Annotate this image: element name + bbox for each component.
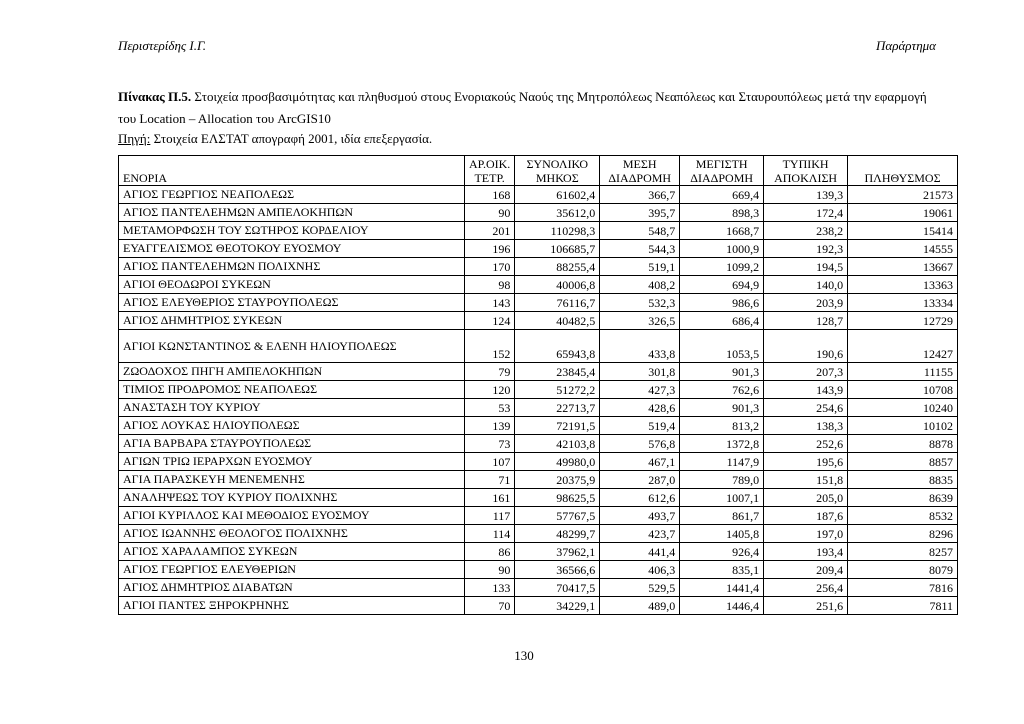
table-row: [119, 597, 958, 615]
table-cell-value: 187,6: [764, 507, 848, 525]
table-row: [119, 330, 958, 363]
table-caption-text: Στοιχεία προσβασιμότητας και πληθυσμού στους Ενοριακούς Ναούς της Μητροπόλεως Νεαπόλεως και Σταυρουπόλεως μετά την εφαρμογή του Location – Allocation του ArcGIS10: [118, 89, 927, 126]
table-cell-parish: ΑΓΙΟΙ ΘΕΟΔΩΡΟΙ ΣΥΚΕΩΝ: [119, 276, 465, 294]
table-cell-parish: ΑΓΙΟΣ ΔΗΜΗΤΡΙΟΣ ΣΥΚΕΩΝ: [119, 312, 465, 330]
table-cell-value: 926,4: [680, 543, 764, 561]
table-cell-value: 40006,8: [515, 276, 600, 294]
table-cell-value: 423,7: [600, 525, 680, 543]
table-cell-value: 152: [464, 330, 514, 363]
table-cell-value: 170: [464, 258, 514, 276]
table-cell-value: 12729: [848, 312, 958, 330]
table-cell-value: 22713,7: [515, 399, 600, 417]
table-source: [118, 131, 432, 147]
table-row: [119, 276, 958, 294]
table-cell-value: 7811: [848, 597, 958, 615]
table-cell-value: 23845,4: [515, 363, 600, 381]
table-cell-value: 14555: [848, 240, 958, 258]
table-cell-value: 120: [464, 381, 514, 399]
table-row: [119, 543, 958, 561]
table-row: [119, 258, 958, 276]
table-cell-value: 8532: [848, 507, 958, 525]
table-cell-value: 12427: [848, 330, 958, 363]
table-cell-value: 986,6: [680, 294, 764, 312]
table-cell-value: 813,2: [680, 417, 764, 435]
table-cell-value: 1053,5: [680, 330, 764, 363]
table-cell-value: 143,9: [764, 381, 848, 399]
table-cell-parish: ΕΥΑΓΓΕΛΙΣΜΟΣ ΘΕΟΤΟΚΟΥ ΕΥΟΣΜΟΥ: [119, 240, 465, 258]
table-cell-parish: ΑΓΙΟΙ ΚΥΡΙΛΛΟΣ ΚΑΙ ΜΕΘΟΔΙΟΣ ΕΥΟΣΜΟΥ: [119, 507, 465, 525]
table-cell-parish: ΤΙΜΙΟΣ ΠΡΟΔΡΟΜΟΣ ΝΕΑΠΟΛΕΩΣ: [119, 381, 465, 399]
table-cell-value: 762,6: [680, 381, 764, 399]
table-cell-value: 408,2: [600, 276, 680, 294]
table-cell-value: 901,3: [680, 399, 764, 417]
table-cell-value: 8257: [848, 543, 958, 561]
table-cell-value: 395,7: [600, 204, 680, 222]
table-cell-value: 172,4: [764, 204, 848, 222]
table-cell-parish: ΑΓΙΟΣ ΧΑΡΑΛΑΜΠΟΣ ΣΥΚΕΩΝ: [119, 543, 465, 561]
table-cell-value: 686,4: [680, 312, 764, 330]
table-cell-value: 205,0: [764, 489, 848, 507]
table-cell-value: 1099,2: [680, 258, 764, 276]
table-cell-parish: ΑΓΙΟΙ ΚΩΝΣΤΑΝΤΙΝΟΣ & ΕΛΕΝΗ ΗΛΙΟΥΠΟΛΕΩΣ: [119, 330, 465, 363]
table-cell-value: 612,6: [600, 489, 680, 507]
table-cell-value: 427,3: [600, 381, 680, 399]
table-cell-value: 73: [464, 435, 514, 453]
table-row: [119, 240, 958, 258]
table-cell-parish: ΑΓΙΟΣ ΛΟΥΚΑΣ ΗΛΙΟΥΠΟΛΕΩΣ: [119, 417, 465, 435]
table-cell-value: 114: [464, 525, 514, 543]
table-cell-value: 7816: [848, 579, 958, 597]
table-cell-value: 254,6: [764, 399, 848, 417]
table-row: [119, 579, 958, 597]
table-cell-value: 110298,3: [515, 222, 600, 240]
table-cell-value: 161: [464, 489, 514, 507]
parish-data-table: [118, 155, 958, 615]
table-row: [119, 471, 958, 489]
table-cell-value: 13667: [848, 258, 958, 276]
table-cell-value: 203,9: [764, 294, 848, 312]
table-cell-value: 117: [464, 507, 514, 525]
table-cell-value: 133: [464, 579, 514, 597]
table-cell-value: 207,3: [764, 363, 848, 381]
table-cell-value: 51272,2: [515, 381, 600, 399]
table-cell-value: 1446,4: [680, 597, 764, 615]
table-cell-value: 90: [464, 204, 514, 222]
table-cell-value: 139,3: [764, 186, 848, 204]
table-cell-value: 669,4: [680, 186, 764, 204]
table-caption-label: Πίνακας Π.5.: [118, 89, 192, 104]
table-cell-value: 252,6: [764, 435, 848, 453]
table-cell-value: 86: [464, 543, 514, 561]
table-cell-value: 140,0: [764, 276, 848, 294]
table-cell-value: 544,3: [600, 240, 680, 258]
table-cell-value: 519,4: [600, 417, 680, 435]
table-cell-value: 196: [464, 240, 514, 258]
table-cell-value: 406,3: [600, 561, 680, 579]
table-cell-value: 548,7: [600, 222, 680, 240]
table-cell-parish: ΑΓΙΟΙ ΠΑΝΤΕΣ ΞΗΡΟΚΡΗΝΗΣ: [119, 597, 465, 615]
table-cell-value: 10102: [848, 417, 958, 435]
table-cell-value: 36566,6: [515, 561, 600, 579]
table-row: [119, 453, 958, 471]
table-row: [119, 417, 958, 435]
table-cell-value: 861,7: [680, 507, 764, 525]
table-cell-value: 13334: [848, 294, 958, 312]
table-cell-parish: ΑΓΙΟΣ ΓΕΩΡΓΙΟΣ ΕΛΕΥΘΕΡΙΩΝ: [119, 561, 465, 579]
table-cell-parish: ΑΓΙΟΣ ΙΩΑΝΝΗΣ ΘΕΟΛΟΓΟΣ ΠΟΛΙΧΝΗΣ: [119, 525, 465, 543]
table-cell-parish: ΖΩΟΔΟΧΟΣ ΠΗΓΗ ΑΜΠΕΛΟΚΗΠΩΝ: [119, 363, 465, 381]
table-cell-parish: ΜΕΤΑΜΟΡΦΩΣΗ ΤΟΥ ΣΩΤΗΡΟΣ ΚΟΡΔΕΛΙΟΥ: [119, 222, 465, 240]
table-cell-value: 40482,5: [515, 312, 600, 330]
table-cell-parish: ΑΓΙΟΣ ΔΗΜΗΤΡΙΟΣ ΔΙΑΒΑΤΩΝ: [119, 579, 465, 597]
table-row: [119, 561, 958, 579]
table-header-row: [119, 156, 958, 186]
table-cell-value: 139: [464, 417, 514, 435]
column-header-population: ΠΛΗΘΥΣΜΟΣ: [848, 156, 958, 186]
table-cell-value: 90: [464, 561, 514, 579]
table-cell-value: 201: [464, 222, 514, 240]
column-header-total-length: ΣΥΝΟΛΙΚΟ ΜΗΚΟΣ: [515, 156, 600, 186]
table-cell-value: 88255,4: [515, 258, 600, 276]
table-cell-value: 8079: [848, 561, 958, 579]
table-cell-parish: ΑΓΙΑ ΠΑΡΑΣΚΕΥΗ ΜΕΝΕΜΕΝΗΣ: [119, 471, 465, 489]
table-cell-value: 694,9: [680, 276, 764, 294]
table-cell-parish: ΑΝΑΛΗΨΕΩΣ ΤΟΥ ΚΥΡΙΟΥ ΠΟΛΙΧΝΗΣ: [119, 489, 465, 507]
table-row: [119, 312, 958, 330]
page-number: 130: [514, 648, 534, 663]
table-cell-value: 42103,8: [515, 435, 600, 453]
table-cell-value: 79: [464, 363, 514, 381]
table-cell-value: 106685,7: [515, 240, 600, 258]
table-cell-value: 901,3: [680, 363, 764, 381]
table-cell-value: 192,3: [764, 240, 848, 258]
table-cell-value: 251,6: [764, 597, 848, 615]
table-cell-value: 287,0: [600, 471, 680, 489]
table-cell-value: 898,3: [680, 204, 764, 222]
table-cell-value: 789,0: [680, 471, 764, 489]
table-cell-value: 57767,5: [515, 507, 600, 525]
table-cell-value: 37962,1: [515, 543, 600, 561]
table-cell-value: 138,3: [764, 417, 848, 435]
table-cell-value: 128,7: [764, 312, 848, 330]
running-header-author: Περιστερίδης Ι.Γ.: [118, 38, 206, 53]
table-row: [119, 222, 958, 240]
table-cell-value: 1000,9: [680, 240, 764, 258]
table-cell-value: 326,5: [600, 312, 680, 330]
table-cell-value: 8835: [848, 471, 958, 489]
table-cell-value: 1372,8: [680, 435, 764, 453]
table-cell-parish: ΑΓΙΟΣ ΠΑΝΤΕΛΕΗΜΩΝ ΠΟΛΙΧΝΗΣ: [119, 258, 465, 276]
table-cell-parish: ΑΓΙΑ ΒΑΡΒΑΡΑ ΣΤΑΥΡΟΥΠΟΛΕΩΣ: [119, 435, 465, 453]
table-cell-value: 143: [464, 294, 514, 312]
table-cell-value: 489,0: [600, 597, 680, 615]
table-cell-value: 576,8: [600, 435, 680, 453]
table-cell-value: 61602,4: [515, 186, 600, 204]
table-cell-value: 532,3: [600, 294, 680, 312]
table-cell-value: 190,6: [764, 330, 848, 363]
table-cell-value: 53: [464, 399, 514, 417]
table-cell-value: 238,2: [764, 222, 848, 240]
table-cell-value: 72191,5: [515, 417, 600, 435]
table-cell-value: 8296: [848, 525, 958, 543]
table-cell-value: 441,4: [600, 543, 680, 561]
table-cell-value: 124: [464, 312, 514, 330]
table-cell-value: 8878: [848, 435, 958, 453]
column-header-parish: ΕΝΟΡΙΑ: [119, 156, 465, 186]
table-cell-value: 195,6: [764, 453, 848, 471]
running-header-section: Παράρτημα: [876, 38, 936, 53]
table-cell-value: 8857: [848, 453, 958, 471]
table-caption: [118, 86, 948, 130]
table-cell-value: 519,1: [600, 258, 680, 276]
table-cell-value: 193,4: [764, 543, 848, 561]
table-cell-value: 366,7: [600, 186, 680, 204]
table-cell-value: 13363: [848, 276, 958, 294]
table-cell-value: 1147,9: [680, 453, 764, 471]
table-row: [119, 489, 958, 507]
table-cell-value: 10240: [848, 399, 958, 417]
table-cell-value: 34229,1: [515, 597, 600, 615]
table-cell-value: 197,0: [764, 525, 848, 543]
column-header-std-dev: ΤΥΠΙΚΗ ΑΠΟΚΛΙΣΗ: [764, 156, 848, 186]
table-source-text: Στοιχεία ΕΛΣΤΑΤ απογραφή 2001, ιδία επεξεργασία.: [153, 131, 433, 146]
table-cell-value: 1405,8: [680, 525, 764, 543]
table-cell-value: 151,8: [764, 471, 848, 489]
table-cell-parish: ΑΓΙΟΣ ΠΑΝΤΕΛΕΗΜΩΝ ΑΜΠΕΛΟΚΗΠΩΝ: [119, 204, 465, 222]
table-cell-value: 467,1: [600, 453, 680, 471]
table-cell-value: 70: [464, 597, 514, 615]
table-cell-value: 493,7: [600, 507, 680, 525]
table-cell-value: 98: [464, 276, 514, 294]
table-cell-value: 19061: [848, 204, 958, 222]
table-cell-value: 98625,5: [515, 489, 600, 507]
column-header-blocks: ΑΡ.ΟΙΚ. ΤΕΤΡ.: [464, 156, 514, 186]
table-row: [119, 525, 958, 543]
table-cell-value: 15414: [848, 222, 958, 240]
table-row: [119, 186, 958, 204]
table-cell-value: 1441,4: [680, 579, 764, 597]
table-cell-value: 20375,9: [515, 471, 600, 489]
table-row: [119, 381, 958, 399]
table-cell-value: 428,6: [600, 399, 680, 417]
table-source-label: Πηγή:: [118, 131, 151, 146]
table-cell-value: 35612,0: [515, 204, 600, 222]
table-cell-parish: ΑΓΙΟΣ ΕΛΕΥΘΕΡΙΟΣ ΣΤΑΥΡΟΥΠΟΛΕΩΣ: [119, 294, 465, 312]
table-cell-value: 70417,5: [515, 579, 600, 597]
table-cell-parish: ΑΓΙΩΝ ΤΡΙΩ ΙΕΡΑΡΧΩΝ ΕΥΟΣΜΟΥ: [119, 453, 465, 471]
table-cell-value: 301,8: [600, 363, 680, 381]
table-cell-value: 835,1: [680, 561, 764, 579]
table-cell-value: 256,4: [764, 579, 848, 597]
table-cell-value: 8639: [848, 489, 958, 507]
table-cell-value: 49980,0: [515, 453, 600, 471]
table-cell-value: 209,4: [764, 561, 848, 579]
table-row: [119, 363, 958, 381]
table-cell-value: 529,5: [600, 579, 680, 597]
table-cell-value: 107: [464, 453, 514, 471]
column-header-max-route: ΜΕΓΙΣΤΗ ΔΙΑΔΡΟΜΗ: [680, 156, 764, 186]
table-cell-parish: ΑΓΙΟΣ ΓΕΩΡΓΙΟΣ ΝΕΑΠΟΛΕΩΣ: [119, 186, 465, 204]
table-cell-parish: ΑΝΑΣΤΑΣΗ ΤΟΥ ΚΥΡΙΟΥ: [119, 399, 465, 417]
table-row: [119, 294, 958, 312]
table-cell-value: 1668,7: [680, 222, 764, 240]
table-cell-value: 11155: [848, 363, 958, 381]
table-cell-value: 21573: [848, 186, 958, 204]
table-cell-value: 10708: [848, 381, 958, 399]
table-cell-value: 433,8: [600, 330, 680, 363]
table-cell-value: 168: [464, 186, 514, 204]
table-row: [119, 399, 958, 417]
table-cell-value: 48299,7: [515, 525, 600, 543]
table-row: [119, 435, 958, 453]
table-cell-value: 65943,8: [515, 330, 600, 363]
table-cell-value: 71: [464, 471, 514, 489]
table-row: [119, 507, 958, 525]
table-cell-value: 1007,1: [680, 489, 764, 507]
table-cell-value: 76116,7: [515, 294, 600, 312]
column-header-mean-route: ΜΕΣΗ ΔΙΑΔΡΟΜΗ: [600, 156, 680, 186]
table-cell-value: 194,5: [764, 258, 848, 276]
table-row: [119, 204, 958, 222]
